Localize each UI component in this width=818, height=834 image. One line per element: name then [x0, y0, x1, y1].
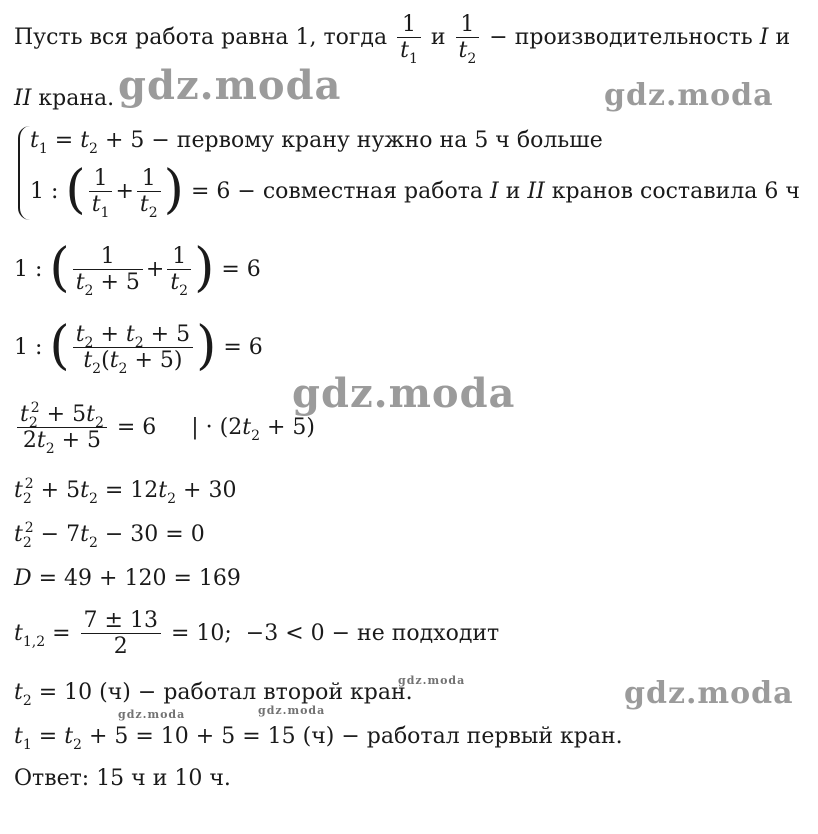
system-1-description: − первому крану нужно на 5 ч больше [151, 128, 603, 153]
equation-substitution: 1 : ( $\frac{1}{t_2 + 5}$ + $\frac{1}{t_2}$ ) = 6 [14, 237, 261, 300]
watermark: gdz.moda [604, 78, 774, 113]
watermark: gdz.moda [292, 370, 516, 417]
t2-description: − работал второй кран. [137, 680, 413, 705]
roots-description: − не подходит [331, 620, 500, 646]
and-text: и [430, 24, 446, 50]
watermark: gdz.moda [118, 708, 186, 721]
intro-line-1 [14, 12, 791, 68]
watermark: gdz.moda [258, 704, 326, 717]
watermark: gdz.moda [398, 674, 466, 687]
system-2-description: − совместная работа [237, 178, 484, 204]
equation-discriminant: D = 49 + 120 = 169 [14, 566, 241, 591]
equation-expanded: $t_2^2 + 5t_2 = 12t_2 + 30$ [14, 476, 237, 507]
result-t2: $t_2 = 10$ (ч) − работал второй кран. [14, 680, 413, 709]
and-text: и [775, 24, 791, 50]
answer: Ответ: 15 ч и 10 ч. [14, 766, 231, 791]
system-brace [18, 126, 30, 170]
intro-text: Пусть вся работа равна 1, тогда [14, 24, 388, 50]
equation-roots: $t_{1,2}$ = $\frac{7 \pm 13}{2}$ = 10; −3 < 0 − не подходит [14, 608, 500, 660]
equation-common-denominator: 1 : ( $\frac{t_2 + t_2 + 5}{t_2(t_2 + 5)}$ ) = 6 [14, 315, 263, 378]
watermark: gdz.moda [624, 676, 794, 711]
fraction-1-over-t1: $\frac{1}{t_1}$ [397, 12, 421, 64]
crane-text: крана. [38, 86, 115, 111]
equation-fraction: $\frac{t_2^2 + 5t_2}{2t_2 + 5}$ = 6 | · $(2t_2 + 5)$ [14, 402, 315, 454]
system-equation-2: 1 : ( $\frac{1}{t_1}$ + $\frac{1}{t_2}$ ) = 6 − совместная работа I и II кранов составила 6 ч [30, 159, 800, 222]
watermark: gdz.moda [118, 62, 342, 109]
roman-one: I [759, 24, 769, 50]
fraction-1-over-t2: $\frac{1}{t_2}$ [456, 12, 480, 64]
equation-quadratic: $t_2^2 - 7t_2 - 30 = 0$ [14, 520, 205, 551]
system-brace [18, 170, 30, 220]
intro-line-2 [14, 86, 114, 111]
t1-description: − работал первый кран. [341, 724, 623, 749]
productivity-text: − производительность [489, 24, 753, 50]
system-equation-1: $t_1 = t_2 + 5$ − первому крану нужно на 5 ч больше [30, 128, 603, 157]
result-t1: $t_1 = t_2 + 5 = 10 + 5 = 15$ (ч) − работал первый кран. [14, 724, 623, 753]
roman-two: II [14, 86, 32, 111]
